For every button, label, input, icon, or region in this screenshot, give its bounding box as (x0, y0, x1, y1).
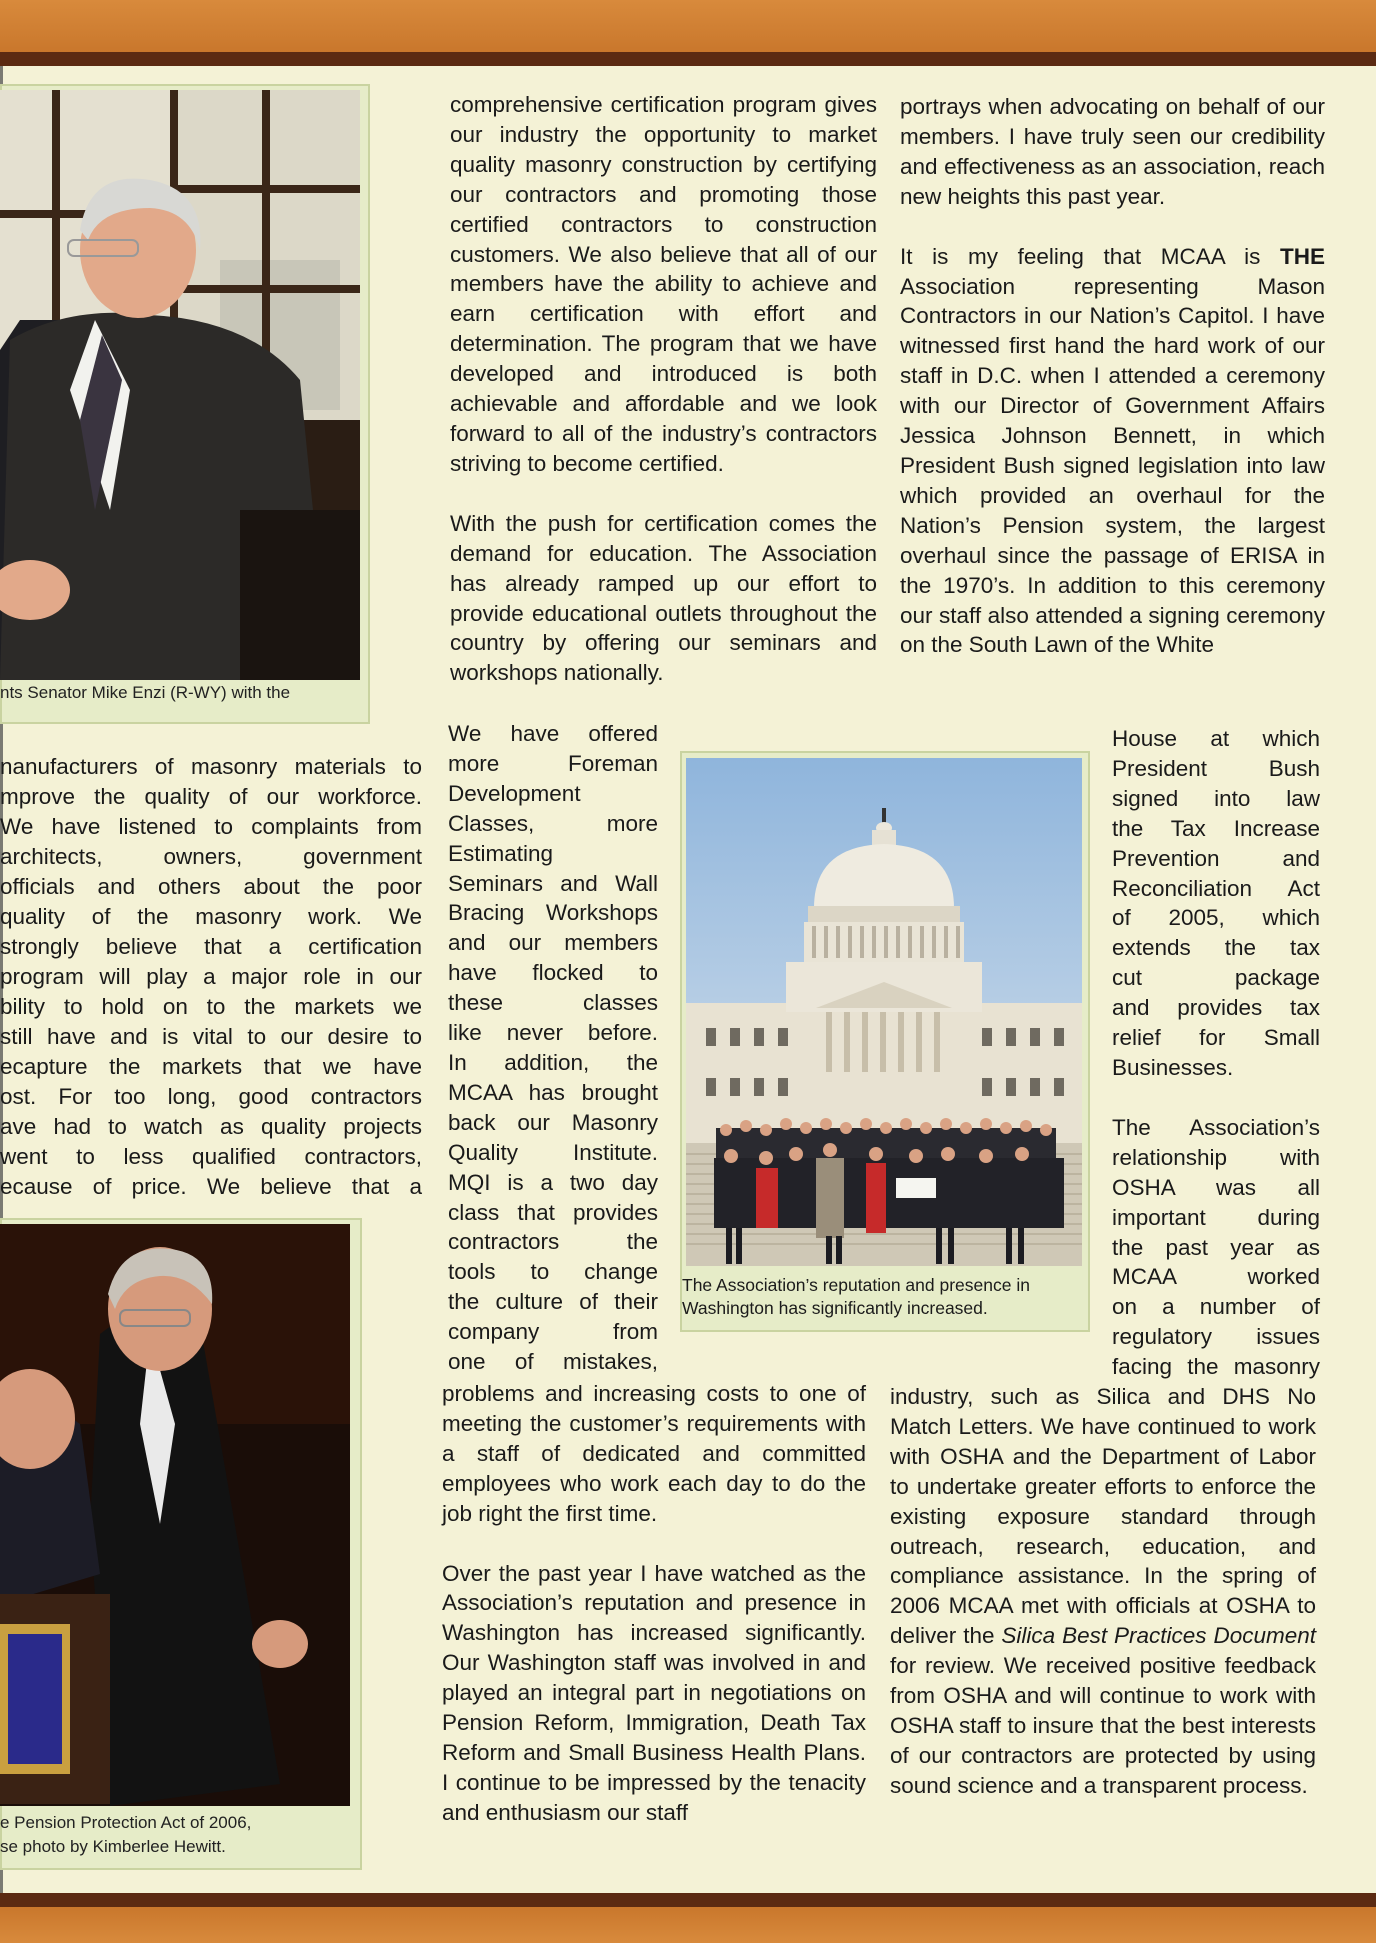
text-line: contractors the (448, 1229, 658, 1255)
text-line: ecause of price. We believe that a (0, 1174, 422, 1199)
text-line: facing the masonry (1112, 1354, 1320, 1380)
capitol-intro: It is my feeling that MCAA is (900, 243, 1261, 269)
text-line: President Bush (1112, 755, 1320, 781)
text-line: important during (1112, 1204, 1320, 1230)
column-3-narrow (1112, 724, 1320, 1382)
paragraph-education-tail: problems and increasing costs to one of meeting the customer’s requirements with a staff of dedicated and committed employees who work each day to do the job right the first time. (442, 1381, 866, 1526)
capitol-emphasis: THE (1280, 243, 1325, 269)
column-3-top (900, 92, 1325, 660)
text-line: these classes (448, 990, 658, 1016)
column-2-narrow (448, 719, 658, 1377)
text-line: have flocked to (448, 960, 658, 986)
column-1-text (0, 752, 422, 1202)
text-line: ecapture the markets that we have (0, 1054, 422, 1079)
photo-capitol-group (686, 758, 1082, 1266)
text-line: relief for Small (1112, 1025, 1320, 1051)
text-line: We have listened to complaints from (0, 814, 422, 839)
text-line: Quality Institute. (448, 1139, 658, 1165)
text-line: Bracing Workshops (448, 900, 658, 926)
text-line: cut package (1112, 965, 1320, 991)
bottom-rule (0, 1893, 1376, 1907)
text-line: and our members (448, 930, 658, 956)
osha-text-a: industry, such as Silica and DHS No Match Letters. We have continued to work with OSHA and the Department of Labor to undertake greater efforts to enforce the existing exposure standard through outreach, research, education, and compliance assistance. In the spring of 2006 MCAA met with officials at OSHA to deliver the (890, 1384, 1316, 1649)
silica-document-title: Silica Best Practices Document (1001, 1623, 1317, 1649)
photo-1-caption: nts Senator Mike Enzi (R-WY) with the (0, 683, 291, 702)
text-line: MCAA has brought (448, 1079, 658, 1105)
text-line: and provides tax (1112, 995, 1320, 1021)
text-line: like never before. (448, 1020, 658, 1046)
text-line: ave had to watch as quality projects (0, 1114, 422, 1139)
text-line: on a number of (1112, 1294, 1320, 1320)
text-line: ost. For too long, good contractors (0, 1084, 422, 1109)
text-line: back our Masonry (448, 1109, 658, 1135)
text-line: We have offered (448, 721, 658, 746)
text-line: regulatory issues (1112, 1324, 1320, 1350)
text-line: relationship with (1112, 1144, 1320, 1170)
paragraph-certification: comprehensive certification program gives our industry the opportunity to market quality masonry construction by certifying our contractors and promoting those certified contractors to construction customers. We also believe that all of our members have the ability to achieve and earn certification with effort and determination. The program that we have developed and introduced is both achievable and affordable and we look forward to all of the industry’s contractors striving to become certified. (450, 92, 877, 476)
text-line: The Association’s (1112, 1114, 1320, 1140)
text-line: Prevention and (1112, 845, 1320, 871)
text-line: of 2005, which (1112, 905, 1320, 931)
text-line: architects, owners, government (0, 844, 422, 869)
text-line: Classes, more (448, 810, 658, 836)
text-line: mprove the quality of our workforce. (0, 784, 422, 809)
photo-2-caption-line-2: se photo by Kimberlee Hewitt. (0, 1837, 226, 1856)
text-line: signed into law (1112, 785, 1320, 811)
text-line: class that provides (448, 1199, 658, 1225)
text-line: the past year as (1112, 1234, 1320, 1260)
text-line: quality of the masonry work. We (0, 904, 422, 929)
paragraph-washington: Over the past year I have watched as the Association’s reputation and presence in Washington has increased significantly. Our Washington staff was involved in and played an integral part in negotiations on Pension Reform, Immigration, Death Tax Reform and Small Business Health Plans. I continue to be impressed by the tenacity and enthusiasm our staff (442, 1560, 866, 1825)
text-line: MCAA worked (1112, 1264, 1320, 1290)
text-line: one of mistakes, (448, 1349, 658, 1375)
text-line: nanufacturers of masonry materials to (0, 754, 422, 779)
column-3-bottom (890, 1382, 1316, 1801)
column-2-bottom (442, 1379, 866, 1828)
paragraph-capitol (900, 242, 1325, 661)
top-rule (0, 52, 1376, 66)
paragraph-osha (890, 1382, 1316, 1801)
text-line: company from (448, 1319, 658, 1345)
text-line: Reconciliation Act (1112, 875, 1320, 901)
text-line: tools to change (448, 1259, 658, 1285)
text-line: MQI is a two day (448, 1169, 658, 1195)
text-line: the culture of their (448, 1289, 658, 1315)
capitol-rest: Association representing Mason Contractors in our Nation’s Capitol. I have witnessed first hand the hard work of our staff in D.C. when I attended a ceremony with our Director of Government Affairs Jessica Johnson Bennett, in which President Bush signed legislation into law which provided an overhaul for the Nation’s Pension system, the largest overhaul since the passage of ERISA in the 1970’s. In addition to this ceremony our staff also attended a signing ceremony on the South Lawn of the White (900, 273, 1325, 658)
photo-senator (0, 90, 360, 680)
text-line: the Tax Increase (1112, 815, 1320, 841)
osha-text-b: for review. We received positive feedback from OSHA and will continue to work with OSHA staff to insure that the best interests of our contractors are protected by using sound science and a transparent process. (890, 1653, 1316, 1798)
text-line: In addition, the (448, 1049, 658, 1075)
text-line: extends the tax (1112, 935, 1320, 961)
top-band (0, 0, 1376, 52)
text-line: went to less qualified contractors, (0, 1144, 422, 1169)
text-line: still have and is vital to our desire to (0, 1024, 422, 1049)
photo-pension-signing (0, 1224, 350, 1806)
column-2-top (450, 90, 877, 688)
paragraph-advocating: portrays when advocating on behalf of our members. I have truly seen our credibility and effectiveness as an association, reach new heights this past year. (900, 94, 1325, 209)
text-line: officials and others about the poor (0, 874, 422, 899)
photo-2-caption-line-1: e Pension Protection Act of 2006, (0, 1813, 252, 1832)
paragraph-education-intro: With the push for certification comes the demand for education. The Association has already ramped up our effort to provide educational outlets throughout the country by offering our seminars and workshops nationally. (450, 510, 877, 686)
text-line: OSHA was all (1112, 1174, 1320, 1200)
text-line: program will play a major role in our (0, 964, 422, 989)
text-line: Development (448, 780, 581, 806)
text-line: Estimating (448, 840, 554, 866)
text-line: bility to hold on to the markets we (0, 994, 422, 1019)
bottom-band (0, 1907, 1376, 1943)
text-line: more Foreman (448, 750, 658, 776)
text-line: Businesses. (1112, 1054, 1234, 1080)
text-line: Seminars and Wall (448, 870, 658, 896)
text-line: House at which (1112, 726, 1320, 751)
capitol-photo-caption: The Association’s reputation and presence in Washington has significantly increased. (682, 1275, 1030, 1318)
text-line: strongly believe that a certification (0, 934, 422, 959)
